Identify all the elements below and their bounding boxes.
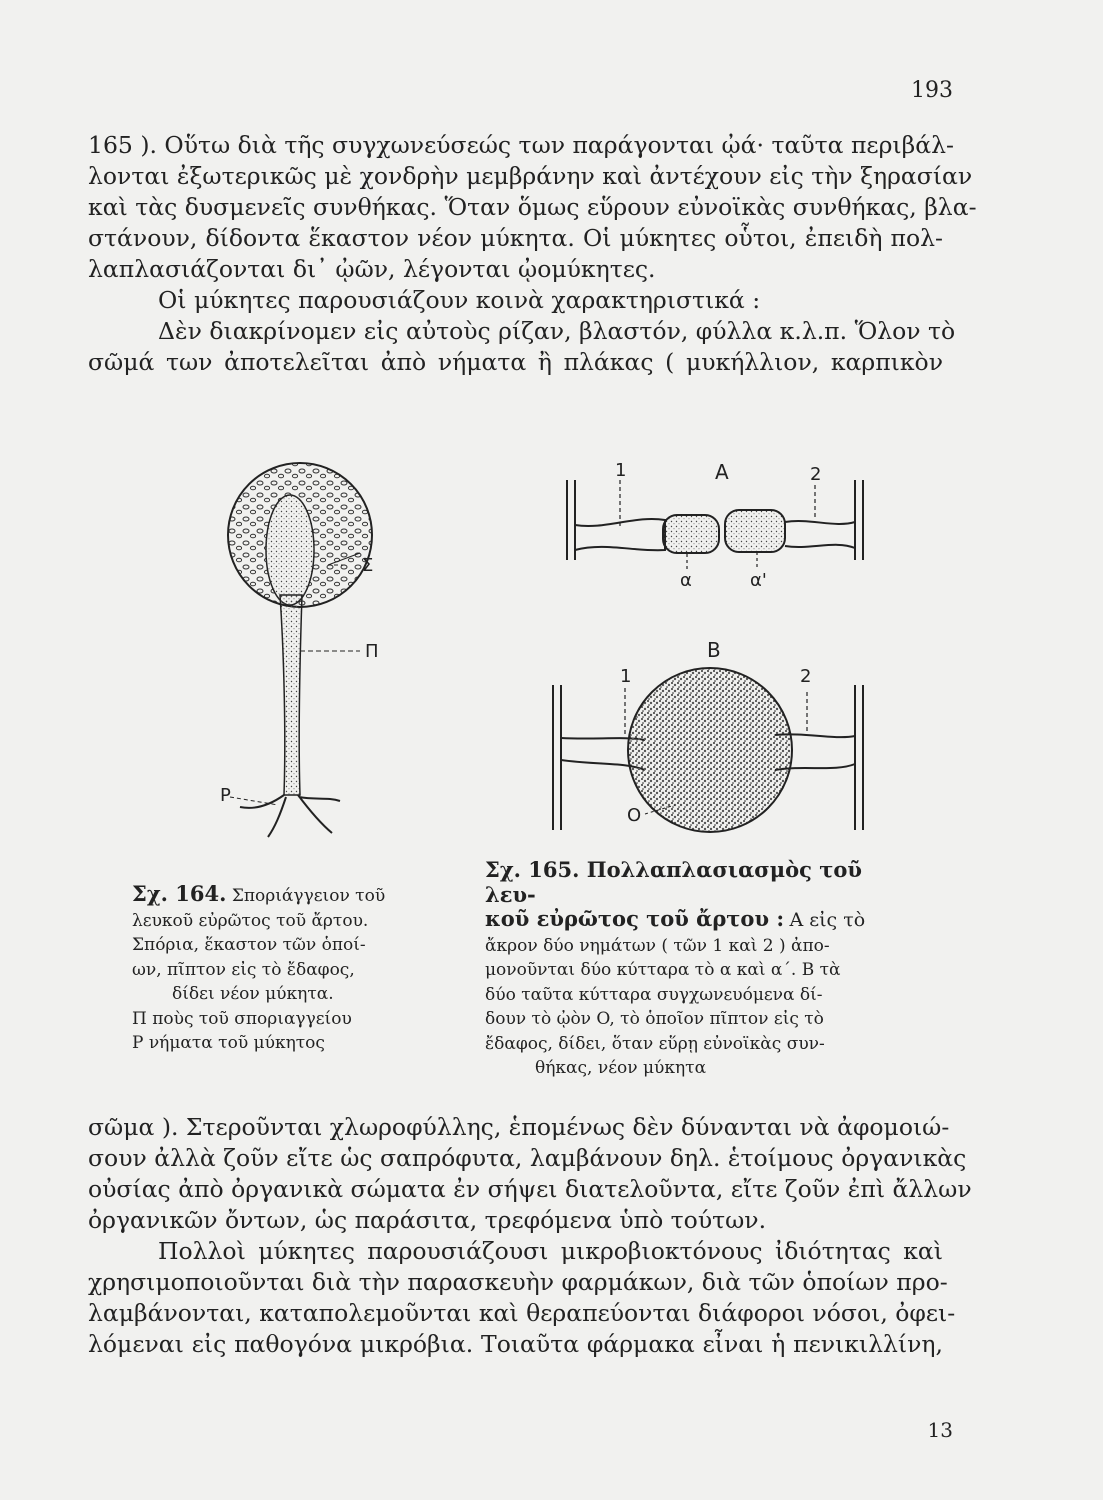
caption-line: Ρ νήματα τοῦ μύκητος xyxy=(132,1033,325,1053)
label-alpha: α xyxy=(680,570,692,591)
zygospore xyxy=(628,668,792,832)
label-a: A xyxy=(715,460,729,484)
caption-line: A εἰς τὸ xyxy=(789,909,866,931)
caption-title: κοῦ εὐρῶτος τοῦ ἄρτου : xyxy=(485,906,785,931)
text-line: σῶμα ). Στεροῦνται χλωροφύλλης, ἑπομένως δὲν δύνανται νὰ ἀφομοιώ- xyxy=(88,1113,950,1141)
figure-164-caption xyxy=(132,882,432,1056)
label-2-top: 2 xyxy=(810,464,822,485)
text-line: καὶ τὰς δυσμενεῖς συνθήκας. Ὅταν ὅμως εὕρουν εὐνοϊκὰς συνθήκας, βλα- xyxy=(88,193,977,221)
caption-line: ἔδαφος, δίδει, ὅταν εὕρῃ εὐνοϊκὰς συν- xyxy=(485,1033,825,1054)
caption-line: δύο ταῦτα κύτταρα συγχωνευόμενα δί- xyxy=(485,984,823,1005)
signature-folio: 13 xyxy=(927,1418,953,1442)
caption-line: Σποριάγγειον τοῦ xyxy=(231,886,386,906)
text-line: χρησιμοποιοῦνται διὰ τὴν παρασκευὴν φαρμάκων, διὰ τῶν ὁποίων προ- xyxy=(88,1268,948,1296)
part-a-drawing xyxy=(567,480,863,570)
figure-165-caption xyxy=(485,858,905,1081)
text-line: 165 ). Οὕτω διὰ τῆς συγχωνεύσεώς των παράγονται ᾠά· ταῦτα περιβάλ- xyxy=(88,131,954,159)
caption-line: λευκοῦ εὐρῶτος τοῦ ἄρτου. xyxy=(132,910,369,931)
rhizoids xyxy=(240,795,340,837)
text-line: λόμεναι εἰς παθογόνα μικρόβια. Τοιαῦτα φάρμακα εἶναι ἡ πενικιλλίνη, xyxy=(88,1330,943,1358)
caption-line: μονοῦνται δύο κύτταρα τὸ α καὶ α΄. B τὰ xyxy=(485,960,841,980)
caption-title: Σχ. 164. xyxy=(132,881,227,906)
label-1-top: 1 xyxy=(615,460,627,481)
figure-165-conjugation xyxy=(545,460,885,835)
caption-title: Σχ. 165. Πολλαπλασιασμὸς τοῦ λευ- xyxy=(485,857,862,907)
caption-line: Σπόρια, ἕκαστον τῶν ὁποί- xyxy=(132,935,366,955)
text-line: λαπλασιάζονται δι᾽ ᾠῶν, λέγονται ᾠομύκητες. xyxy=(88,255,656,283)
caption-line: ων, πῖπτον εἰς τὸ ἔδαφος, xyxy=(132,959,355,980)
caption-line: δίδει νέον μύκητα. xyxy=(172,984,334,1004)
label-b: B xyxy=(707,638,721,662)
sporangiophore-stalk xyxy=(280,595,302,795)
text-line: Πολλοὶ μύκητες παρουσιάζουσι μικροβιοκτόνους ἰδιότητας καὶ xyxy=(158,1237,943,1265)
caption-line: ἄκρον δύο νημάτων ( τῶν 1 καὶ 2 ) ἀπο- xyxy=(485,935,830,956)
text-line: στάνουν, δίδοντα ἕκαστον νέον μύκητα. Οἱ μύκητες οὗτοι, ἐπειδὴ πολ- xyxy=(88,224,943,252)
text-line: σουν ἀλλὰ ζοῦν εἴτε ὡς σαπρόφυτα, λαμβάνουν δηλ. ἑτοίμους ὀργανικὰς xyxy=(88,1144,967,1172)
part-b-drawing xyxy=(553,668,863,832)
label-2-bottom: 2 xyxy=(800,666,812,687)
text-line: λονται ἐξωτερικῶς μὲ χονδρὴν μεμβράνην καὶ ἀντέχουν εἰς τὴν ξηρασίαν xyxy=(88,162,973,190)
label-alpha-prime: α' xyxy=(750,570,767,591)
label-sigma: Σ xyxy=(362,555,374,576)
label-rho: Ρ xyxy=(220,785,231,806)
caption-line: δουν τὸ ᾠὸν O, τὸ ὁποῖον πῖπτον εἰς τὸ xyxy=(485,1009,824,1029)
text-line: Δὲν διακρίνομεν εἰς αὐτοὺς ρίζαν, βλαστόν, φύλλα κ.λ.π. Ὅλον τὸ xyxy=(158,317,956,345)
top-text-block xyxy=(88,130,977,378)
text-line: λαμβάνονται, καταπολεμοῦνται καὶ θεραπεύονται διάφοροι νόσοι, ὀφει- xyxy=(88,1299,956,1327)
text-line: οὐσίας ἀπὸ ὀργανικὰ σώματα ἐν σήψει διατελοῦντα, εἴτε ζοῦν ἐπὶ ἄλλων xyxy=(88,1175,972,1203)
caption-line: θήκας, νέον μύκητα xyxy=(535,1058,707,1078)
figure-164-sporangium xyxy=(200,455,440,840)
text-line: ὀργανικῶν ὄντων, ὡς παράσιτα, τρεφόμενα ὑπὸ τούτων. xyxy=(88,1206,767,1234)
page-number: 193 xyxy=(911,78,953,103)
caption-line: Π ποὺς τοῦ σποριαγγείου xyxy=(132,1008,352,1029)
text-line: Οἱ μύκητες παρουσιάζουν κοινὰ χαρακτηριστικά : xyxy=(158,286,761,314)
label-pi: Π xyxy=(365,641,379,662)
label-o: O xyxy=(627,805,642,826)
label-1-bottom: 1 xyxy=(620,666,632,687)
bottom-text-block xyxy=(88,1112,972,1360)
text-line: σῶμά των ἀποτελεῖται ἀπὸ νήματα ἢ πλάκας ( μυκήλλιον, καρπικὸν xyxy=(88,348,943,376)
